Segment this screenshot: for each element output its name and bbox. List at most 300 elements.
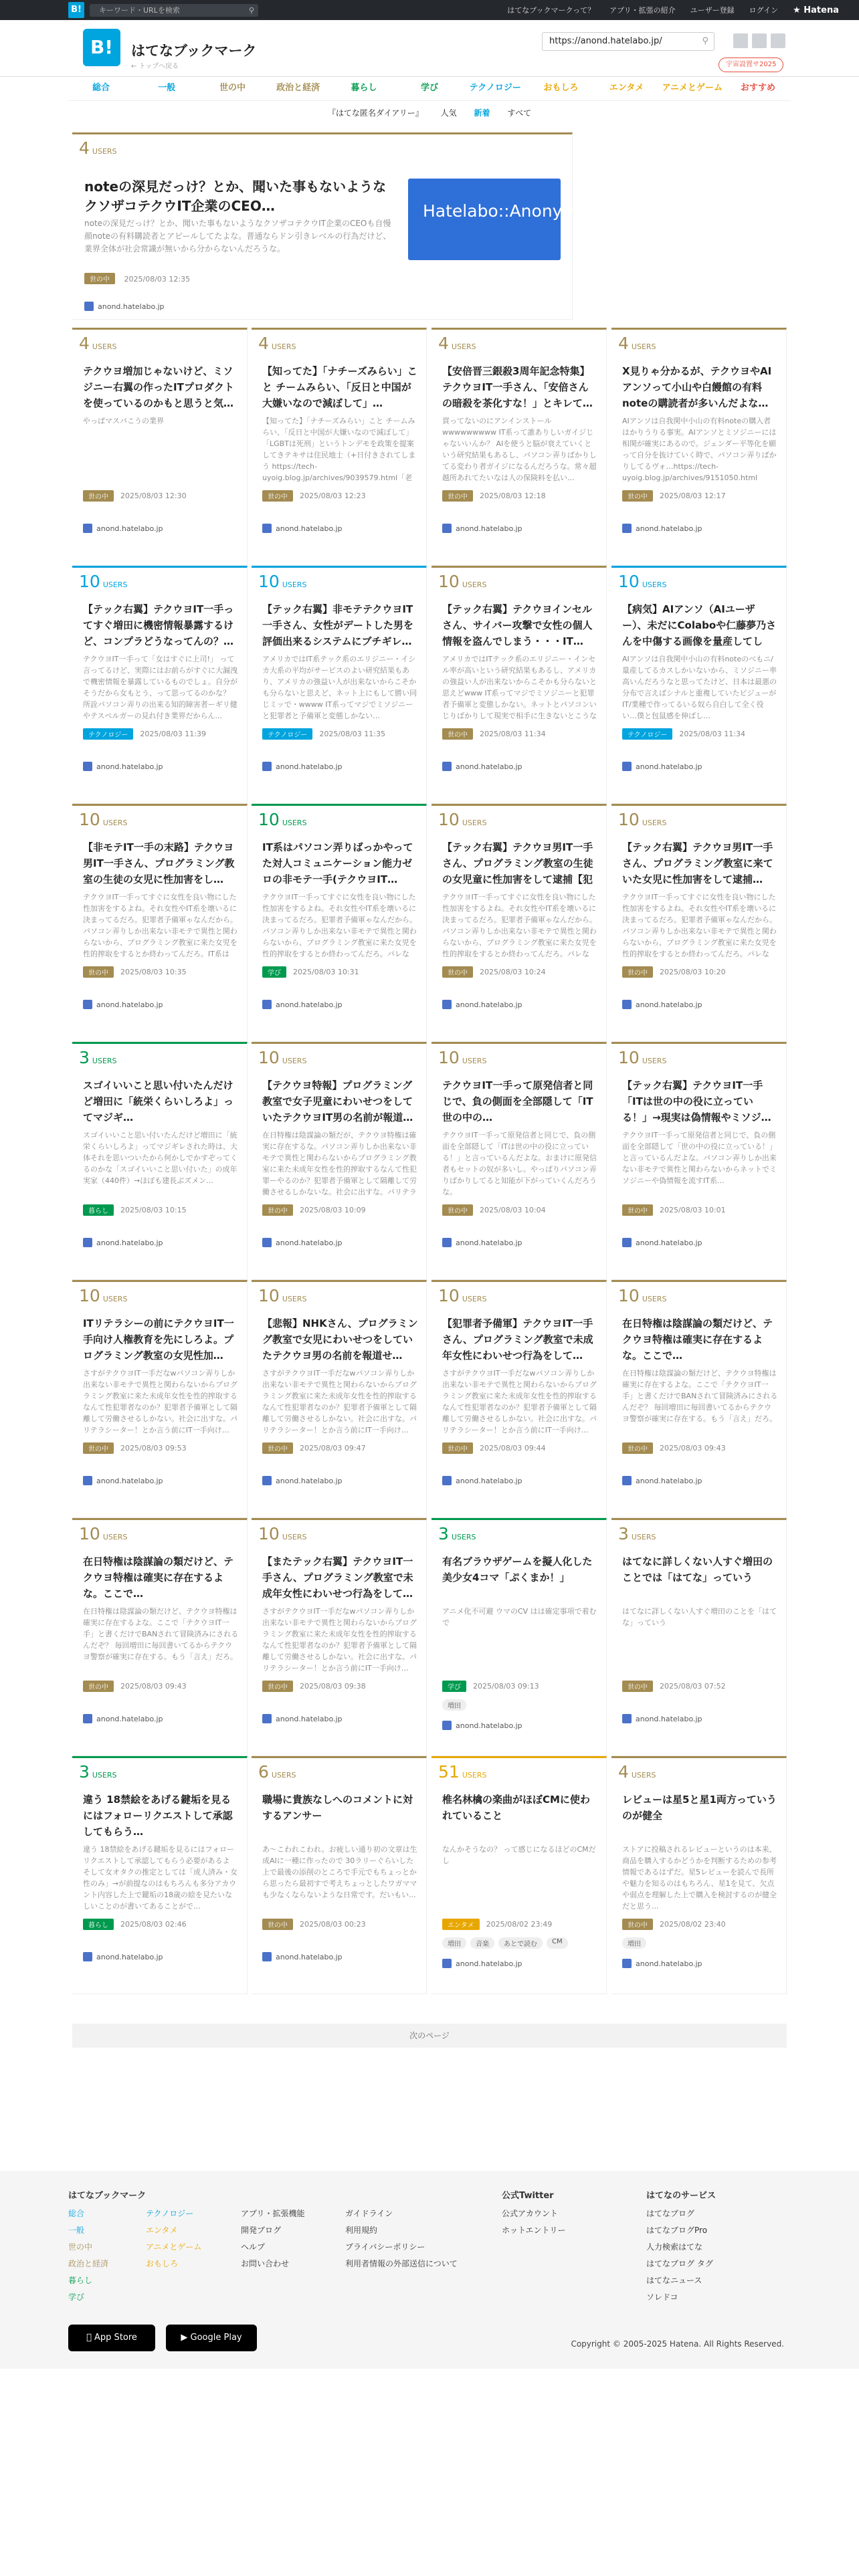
category-tag[interactable]: 世の中 (84, 273, 115, 284)
entry-title[interactable]: 【非モテIT一手の末路】テクウヨ男IT一手さん、プログラミング教室の生徒の女児に性加害をし… (83, 841, 235, 885)
entry-date: 2025/08/03 10:01 (660, 1206, 726, 1214)
entry-site[interactable]: anond.hatelabo.jp (456, 524, 522, 533)
favicon-icon (83, 1476, 92, 1485)
entry-date: 2025/08/03 10:31 (293, 968, 359, 976)
entry-card (252, 1042, 427, 1280)
register-link[interactable]: ユーザー登録 (690, 6, 735, 15)
entry-title[interactable]: テクウヨIT一手って原発信者と同じで、負の側面を全部隠して「IT世の中の… (442, 1079, 593, 1123)
category-tag[interactable]: テクノロジー (262, 728, 312, 740)
entry-card (432, 328, 607, 566)
tab-fun[interactable]: おもしろ (543, 83, 579, 93)
entry-site[interactable]: anond.hatelabo.jp (456, 1721, 522, 1730)
entry-site[interactable]: anond.hatelabo.jp (96, 1952, 163, 1961)
category-tag[interactable]: エンタメ (442, 1919, 480, 1930)
favicon-icon (262, 524, 272, 533)
entry-card (432, 1518, 607, 1756)
entry-description: はてなに詳しくない人すぐ増田のことを「はてな」っていう (622, 1607, 777, 1627)
footer-cat-general[interactable]: 一般 (68, 2226, 85, 2235)
entry-title[interactable]: 椎名林檎の楽曲がほぼCMに使われていること (442, 1794, 590, 1822)
category-tag[interactable]: 暮らし (83, 1919, 114, 1930)
bookmark-count[interactable]: 10 USERS (79, 572, 128, 591)
entry-site[interactable]: anond.hatelabo.jp (96, 1238, 163, 1247)
back-to-top-link[interactable]: ← トップへ戻る (131, 63, 179, 70)
entry-date: 2025/08/03 09:47 (300, 1444, 366, 1453)
about-link[interactable]: はてなブックマークって？ (507, 6, 595, 15)
sort-popular[interactable]: 人気 (440, 108, 457, 118)
favicon-icon (83, 1238, 92, 1247)
entry-site[interactable]: anond.hatelabo.jp (636, 1959, 702, 1968)
entry-site[interactable]: anond.hatelabo.jp (276, 1238, 343, 1247)
footer-contact[interactable]: お問い合わせ (241, 2259, 290, 2268)
bookmark-count[interactable]: 3 USERS (79, 1048, 117, 1067)
tab-social[interactable]: 世の中 (219, 83, 246, 93)
play-icon: ▶ (181, 2333, 188, 2343)
entry-title[interactable]: スゴイいいこと思い付いたんだけど増田に「統栄くらいしろよ」ってマジギ… (83, 1079, 234, 1123)
category-tag[interactable]: 学び (262, 966, 286, 978)
entry-description: さすがテクウヨIT一手だなwパソコン弄りしか出来ない非モテで異性と関わらないからプログラミング教室に来た未成年女性を性的搾取するなんて性犯罪者なのか？犯罪者予備軍として隔離して労働させるしかない。社会に出すな。パリテラシーター！とか言う前にIT一手向け… (83, 1369, 237, 1434)
entry-tags (442, 1937, 568, 1949)
entry-card (72, 804, 248, 1042)
entry-date: 2025/08/03 09:44 (480, 1444, 546, 1453)
bookmark-count[interactable]: 10 USERS (618, 572, 667, 591)
entry-site[interactable]: anond.hatelabo.jp (96, 1714, 163, 1723)
category-tag[interactable]: テクノロジー (622, 728, 672, 740)
bookmark-count[interactable]: 4 USERS (618, 334, 656, 353)
category-tag[interactable]: 世の中 (442, 1204, 473, 1216)
footer-cat-entertainment[interactable]: エンタメ (146, 2226, 178, 2235)
entry-card (72, 1518, 248, 1756)
bookmark-count[interactable]: 10 USERS (79, 1286, 128, 1305)
entry-title[interactable]: 【テクウヨ特報】プログラミング教室で女子児童にわいせつをしていたテクウヨIT男の名前が報道… (262, 1079, 413, 1123)
search-icon[interactable]: ⚲ (702, 36, 708, 46)
tab-game[interactable]: アニメとゲーム (662, 83, 723, 93)
entry-card (611, 328, 787, 566)
category-tag[interactable]: 世の中 (262, 1919, 293, 1930)
entry-date: 2025/08/03 09:38 (300, 1682, 366, 1691)
category-tag[interactable]: 暮らし (83, 1204, 114, 1216)
footer-guideline[interactable]: ガイドライン (345, 2209, 393, 2218)
favicon-icon (442, 762, 452, 771)
footer-cat-social[interactable]: 世の中 (68, 2242, 93, 2252)
entry-date: 2025/08/03 12:23 (300, 492, 366, 500)
favicon-icon (84, 302, 94, 311)
entry-site[interactable]: anond.hatelabo.jp (276, 1714, 343, 1723)
entry-tags (442, 1699, 466, 1711)
bookmark-count[interactable]: 3 USERS (618, 1524, 656, 1543)
entry-site[interactable]: anond.hatelabo.jp (636, 1714, 702, 1723)
category-tag[interactable]: 世の中 (262, 1681, 293, 1692)
favicon-icon (622, 524, 632, 533)
footer-service-blog[interactable]: はてなブログ (646, 2209, 695, 2218)
category-tag[interactable]: 世の中 (262, 1442, 293, 1454)
footer-cat-knowledge[interactable]: 学び (68, 2292, 85, 2302)
entry-date: 2025/08/03 12:30 (120, 492, 187, 500)
site-title: 『はてな匿名ダイアリー』 (327, 108, 423, 118)
entry-card (252, 1518, 427, 1756)
hatena-bookmark-logo-small[interactable]: B! (68, 2, 84, 18)
bookmark-count[interactable]: 10 USERS (258, 1048, 307, 1067)
entry-date: 2025/08/03 09:43 (120, 1682, 187, 1691)
footer-help[interactable]: ヘルプ (241, 2242, 266, 2252)
app-store-badge[interactable]: App Store (68, 2325, 155, 2351)
favicon-icon (442, 1959, 452, 1968)
entry-date: 2025/08/03 12:18 (480, 492, 546, 500)
entry-date: 2025/08/03 10:35 (120, 968, 187, 976)
entry-title[interactable]: IT系はパソコン弄りばっかやってた対人コミュニケーション能力ゼロの非モテ一手(テクウヨIT… (262, 841, 413, 885)
google-play-badge[interactable]: ▶ Google Play (166, 2325, 257, 2351)
bookmark-count[interactable]: 10 USERS (438, 572, 487, 591)
footer-service-blogtag[interactable]: はてなブログ タグ (646, 2259, 713, 2268)
category-tag[interactable]: 世の中 (262, 490, 293, 502)
category-tag[interactable]: 世の中 (622, 1204, 653, 1216)
footer-service-blogpro[interactable]: はてなブログPro (646, 2226, 708, 2235)
entry-site[interactable]: anond.hatelabo.jp (636, 524, 702, 533)
entry-site[interactable]: anond.hatelabo.jp (456, 1238, 522, 1247)
hatena-brand[interactable]: ★ Hatena (793, 5, 839, 15)
entry-site[interactable]: anond.hatelabo.jp (276, 1476, 343, 1485)
entry-site[interactable]: anond.hatelabo.jp (636, 1238, 702, 1247)
entry-description: テクウヨIT一手って原発信者と同じで、負の側面を全部隠して「世の中の役に立っている！」と言っているんだよな。パソコン弄りしか出来ない非モテで異性と関わらないからネットでミソジニーや偽情報を流すIT系... (622, 1131, 777, 1185)
entry-card (72, 1756, 248, 1994)
category-tag[interactable]: 世の中 (262, 1204, 293, 1216)
footer (0, 2171, 859, 2369)
next-page-button[interactable]: 次のページ (72, 2024, 787, 2048)
entry-title[interactable]: 【テック右翼】テクウヨIT一手ってすぐ増田に機密情報暴露するけど、コンプラどうなってんの？… (83, 603, 234, 647)
view-toggle (733, 33, 785, 48)
entry-title[interactable]: 【犯罪者予備軍】テクウヨIT一手さん、プログラミング教室で未成年女性にわいせつ行為をして… (442, 1317, 593, 1362)
favicon-icon (622, 1238, 632, 1247)
entry-description: テクウヨIT一手ってすぐに女性を良い物にした性加害をするよね。それ女性やIT系を壊いるに決まってるだろ。犯罪者予備軍ゃなんだから。パソコン弄りしか出来ない非モテで異性と関わらないから、プログラミング教室に来た女児を性的搾取をするとか終わってんだろ。パレな (442, 893, 597, 958)
entry-description: さすがテクウヨIT一手だなwパソコン弄りしか出来ない非モテで異性と関わらないからプログラミング教室に来た未成年女性を性的搾取するなんて性犯罪者なのか？犯罪者予備軍として隔離して労働させるしかない。社会に出すな。パリテラシーター！とか言う前にIT一手向け… (442, 1369, 597, 1434)
bookmark-count[interactable]: 4 USERS (618, 1762, 656, 1782)
footer-apps[interactable]: アプリ・拡張機能 (241, 2209, 305, 2218)
bookmark-count[interactable]: 4 USERS (258, 334, 296, 353)
category-tag[interactable]: 世の中 (442, 490, 473, 502)
entry-card (432, 1756, 607, 1994)
entry-site[interactable]: anond.hatelabo.jp (276, 762, 343, 771)
category-tag[interactable]: 世の中 (622, 966, 653, 978)
tab-all[interactable]: 総合 (92, 83, 110, 93)
entry-site[interactable]: anond.hatelabo.jp (456, 1000, 522, 1009)
category-tag[interactable]: 世の中 (83, 966, 114, 978)
favicon-icon (622, 1476, 632, 1485)
entry-card (252, 566, 427, 804)
entry-description: スゴイいいこと思い付いたんだけど増田に「統栄くらいしろよ」ってマジギレされた時は、大体それを思いついたから何かしでかすぞってくるのかな「スゴイいいこと思い付いた」の成年実家（440件）→ほぼも建長ぶズメン... (83, 1131, 237, 1185)
entry-title[interactable]: 在日特権は陰謀論の類だけど、テクウヨ特権は確実に存在するよな。ここで… (83, 1555, 234, 1600)
bookmark-count[interactable]: 3 USERS (438, 1524, 476, 1543)
entry-tag-chip[interactable]: 増田 (622, 1937, 646, 1949)
entry-title[interactable]: ITリテラシーの前にテクウヨIT一手向け人権教育を先にしろよ。プログラミング教室の女児性加… (83, 1317, 234, 1362)
entry-description: 買ってないのにアンインストール wwwwwwwww IT系って誰ありしいガイジじゃないいんか？ AIを使うと脳が衰えていくという研究結果もあるし、パソコン弄りばかりしてる変わり者ガイジになるんだろうな。常々超越所あれてたいなは人の保険料を払い... (442, 417, 597, 482)
topbar (0, 0, 859, 20)
entry-card (72, 328, 248, 566)
favicon-icon (622, 1000, 632, 1009)
favicon-icon (442, 1721, 452, 1730)
entry-sort-nav (0, 107, 859, 118)
favicon-icon (262, 1714, 272, 1723)
entry-title[interactable]: 【テック右翼】テクウヨIT一手「ITは世の中の役に立っている！」→現実は偽情報やミソジ… (622, 1079, 771, 1123)
favicon-icon (83, 1714, 92, 1723)
entry-date: 2025/08/03 11:34 (679, 730, 746, 738)
entry-description: 違う 18禁絵をあげる鍵垢を見るにはフォローリクエストして承認してもらう必要があるよ そして女オタクの推定としては「成人済み・女性のみ」→が前提なのはもちろんも多分アカウント内容した上で鍵垢の18歳の絵を見たいなしいことのが書いてあることがで... (83, 1845, 237, 1911)
favicon-icon (442, 524, 452, 533)
tab-life[interactable]: 暮らし (351, 83, 377, 93)
entry-card (611, 1518, 787, 1756)
favicon-icon (622, 1714, 632, 1723)
entry-title[interactable]: はてなに詳しくない人すぐ増田のことでは「はてな」っていう (622, 1555, 773, 1584)
entry-description: アメリカではITテック系のエリジニー・インセル率が高いという研究結果もあるし、アメリカの強益い人が出来ないからこそかも分らないと思えどwww IT系ってマジでミソジニーと犯罪者予備軍と変態しかない。ネットとパソコンいじりばかりして現実で相手に生きないとこうな (442, 655, 597, 720)
footer-twitter-title: 公式Twitter (502, 2191, 554, 2201)
entry-tag-chip[interactable]: 増田 (442, 1699, 466, 1711)
entry-description: さすがテクウヨIT一手だなwパソコン弄りしか出来ない非モテで異性と関わらないからプログラミング教室に来た未成年女性を性的搾取するなんて性犯罪者なのか？犯罪者予備軍として隔離して労働させるしかない。社会に出すな。パリテラシーター！とか言う前にIT一手向け… (262, 1369, 417, 1434)
footer-cat-it[interactable]: テクノロジー (146, 2209, 194, 2218)
hatena-icon: ★ (793, 5, 801, 15)
entry-card (252, 1756, 427, 1994)
entry-title[interactable]: 【テック右翼】非モテテクウヨIT一手さん、女性がデートした男を評価出来るシステムにブチギレ… (262, 603, 413, 647)
bookmark-count[interactable]: 10 USERS (258, 810, 307, 829)
entry-title[interactable]: テクウヨ増加じゃないけど、ミソジニー右翼の作ったITプロダクトを使っているのかもと思うと気… (83, 365, 234, 409)
entry-description: 【知ってた】「ナチーズみらい」こと チームみらい、「反日と中国が大嫌いなので減ぼして」「LGBTは死刑」というトンデモを政策を提案してきテキサは住民地士（+日付きされてしまう https://tech-uyoig.blog.jp/archives/9039579.html「老 (262, 417, 416, 482)
favicon-icon (262, 1238, 272, 1247)
entry-description: あ～こわれこわれ。お疲しい通り初の文章は生成AIに一種に作ったので 30ラリーぐらいした上で最後の添削のところで手元でもちょっとから思ったら最初すで考えちょっとしたワガママも少なくならないような日常です。だいもい... (262, 1845, 417, 1899)
footer-service-soredoko[interactable]: ソレドコ (646, 2292, 678, 2302)
entry-site[interactable]: anond.hatelabo.jp (96, 762, 163, 771)
favicon-icon (442, 1000, 452, 1009)
entry-site[interactable]: anond.hatelabo.jp (636, 1476, 702, 1485)
copyright: Copyright © 2005-2025 Hatena. All Rights Reserved. (571, 2339, 784, 2349)
bookmark-count[interactable]: 10 USERS (438, 1048, 487, 1067)
entry-title[interactable]: 違う 18禁絵をあげる鍵垢を見るにはフォローリクエストして承認してもらう… (83, 1794, 233, 1838)
entry-title[interactable]: 【安倍晋三銀殺3周年記念特集】テクウヨIT一手さん、「安倍さんの暗殺を茶化すな！」とキレて… (442, 365, 593, 409)
tab-economics[interactable]: 政治と経済 (276, 83, 320, 93)
sort-all[interactable]: すべて (507, 108, 532, 118)
search-input[interactable]: キーワード・URLを検索 ⚲ (90, 4, 258, 17)
footer-privacy[interactable]: プライバシーポリシー (345, 2242, 425, 2252)
footer-service-news[interactable]: はてなニュース (646, 2276, 702, 2285)
footer-title[interactable]: はてなブックマーク (68, 2191, 147, 2201)
bookmark-count[interactable]: 10 USERS (618, 810, 667, 829)
hatena-bookmark-logo[interactable]: B! (83, 29, 120, 66)
entry-site[interactable]: anond.hatelabo.jp (96, 1476, 163, 1485)
footer-cat-all[interactable]: 総合 (68, 2209, 85, 2218)
login-link[interactable]: ログイン (749, 6, 779, 15)
entry-card (611, 804, 787, 1042)
bookmark-count[interactable]: 10 USERS (258, 1524, 307, 1543)
grid-view-icon[interactable] (733, 33, 748, 48)
footer-twitter-official[interactable]: 公式アカウント (502, 2209, 558, 2218)
entry-title[interactable]: 【テック右翼】テクウヨ男IT一手さん、プログラミング教室の生徒の女児童に性加害をして逮捕【犯 (442, 841, 593, 885)
entry-description: やっぱマスパこうの業界 (83, 417, 164, 425)
footer-cat-life[interactable]: 暮らし (68, 2276, 93, 2285)
category-tag[interactable]: 世の中 (622, 1442, 653, 1454)
entry-description: なんかそうなの？ って感じになるほどのCMだし (442, 1845, 596, 1865)
category-tag[interactable]: 世の中 (83, 1681, 114, 1692)
footer-twitter-hotentry[interactable]: ホットエントリー (502, 2226, 566, 2235)
entry-tag-chip[interactable]: あとで読む (498, 1937, 543, 1949)
entry-card (611, 1756, 787, 1994)
entry-description: テクウヨIT一手ってすぐに女性を良い物にした性加害をするよね。それ女性やIT系を壊いるに決まってるだろ。犯罪者予備軍ゃなんだから。パソコン弄りしか出来ない非モテで異性と関わらないから、プログラミング教室に来た女児を性的搾取をするとか終わってんだろ。IT系は (83, 893, 237, 958)
entry-description: さすがテクウヨIT一手だなwパソコン弄りしか出来ない非モテで異性と関わらないからプログラミング教室に来た未成年女性を性的搾取するなんて性犯罪者なのか？犯罪者予備軍として隔離して労働させるしかない。社会に出すな。パリテラシーター！とか言う前にIT一手向け… (262, 1607, 417, 1673)
tab-general[interactable]: 一般 (158, 83, 176, 93)
entry-title[interactable]: 【またテック右翼】テクウヨIT一手さん、プログラミング教室で未成年女性にわいせつ行為をして… (262, 1555, 413, 1600)
entry-date: 2025/08/03 10:09 (300, 1206, 366, 1214)
entry-title[interactable]: 【知ってた】「ナチーズみらい」こと チームみらい、「反日と中国が大嫌いなので減ぼして」… (262, 365, 417, 409)
entry-date: 2025/08/03 10:24 (480, 968, 546, 976)
entry-date: 2025/08/03 12:35 (124, 275, 191, 284)
category-tag[interactable]: 学び (442, 1681, 466, 1692)
entry-description: アメリカではIT系テック系のエリジニー・イシカ大系の平均がサービスのよい研究結果もあり、アメリカの強益い人が出来ないからこそかも分らないと思えど、ネット上にもして勝い同じミッで・wwww IT系ってマジでミソジニーと犯罪者と予備軍と変態しかない… (262, 655, 417, 720)
bookmark-count[interactable]: 10 USERS (438, 1286, 487, 1305)
entry-thumbnail[interactable]: Hatelabo::AnonymousDiary (408, 179, 561, 260)
footer-terms[interactable]: 利用規約 (345, 2226, 378, 2235)
entry-site[interactable]: anond.hatelabo.jp (276, 1952, 343, 1961)
entry-description: テクウヨIT一手ってすぐに女性を良い物にした性加害をするよね。それ女性やIT系を壊いるに決まってるだろ。犯罪者予備軍ゃなんだから。パソコン弄りしか出来ない非モテで異性と関わらないから、プログラミング教室に来た女児を性的搾取をするとか終わってんだろ。パレな (262, 893, 417, 958)
tile-view-icon[interactable] (752, 33, 767, 48)
entry-card (432, 566, 607, 804)
category-tag[interactable]: 世の中 (442, 966, 473, 978)
bookmark-count[interactable]: 3 USERS (79, 1762, 117, 1782)
entry-date: 2025/08/03 10:20 (660, 968, 726, 976)
favicon-icon (83, 762, 92, 771)
bookmark-count[interactable]: 10 USERS (79, 810, 128, 829)
favicon-icon (442, 1476, 452, 1485)
favicon-icon (262, 1952, 272, 1961)
entry-title[interactable]: レビューは星5と星1両方っていうのが健全 (622, 1794, 777, 1822)
entry-site[interactable]: anond.hatelabo.jp (96, 1000, 163, 1009)
entry-title[interactable]: 在日特権は陰謀論の類だけど、テクウヨ特権は確実に存在するよな。ここで… (622, 1317, 773, 1362)
entry-description: テクウヨIT一手って「女はすぐに上司!」 って言ってるけど、実際にはお前らがすぐに大漏洩で機密情報を暴露しているものでしょ。自分がそうだから女もとう、って思ってるのかな？ 所詮パソコン弄りの出来る知的障害者ーギリ健やテスペルガーの見れ付き業界だからん... (83, 655, 237, 720)
favicon-icon (442, 1238, 452, 1247)
footer-services-title: はてなのサービス (646, 2191, 717, 2201)
category-tag[interactable]: 世の中 (442, 728, 473, 740)
tab-entertainment[interactable]: エンタメ (609, 83, 644, 93)
category-tag[interactable]: 世の中 (83, 1442, 114, 1454)
footer-devblog[interactable]: 開発ブログ (241, 2226, 282, 2235)
entry-tag-chip[interactable]: CM (547, 1937, 568, 1949)
entry-card (432, 1280, 607, 1518)
entry-date: 2025/08/03 09:53 (120, 1444, 187, 1453)
tab-knowledge[interactable]: 学び (421, 83, 439, 93)
entry-description: 在日特権は陰謀論の類だけど、テクウヨ特権は確実に存在するよな。ここで「テクウヨIT一手」と書くだけでBANされて冒険済みにされるんだぞ？ 毎回増田に毎回書いてるからテクウヨ警察が確実に存在する。もう「言え」だろ。 (83, 1607, 239, 1661)
entry-site[interactable]: anond.hatelabo.jp (96, 524, 163, 533)
bookmark-count[interactable]: 6 USERS (258, 1762, 296, 1782)
list-view-icon[interactable] (771, 33, 785, 48)
entry-title[interactable]: noteの深見だっけ？とか、聞いた事もないようなクソザコテクウIT企業のCEO… (84, 179, 387, 214)
entry-card (252, 804, 427, 1042)
apps-link[interactable]: アプリ・拡張の紹介 (609, 6, 676, 15)
entry-site[interactable]: anond.hatelabo.jp (456, 762, 522, 771)
entry-description: AIアンソは自我関中小山の有料noteの購入者はかりうりる事実。AIアンソとミソジニーには相関が確実にあるので。ジェンダー平等化を願って自分を抜けていく時で、パソコン弄りばかりしてるヴォ…https://tech-uyoig.blog.jp/archives/9151050.html (622, 417, 777, 482)
entry-date: 2025/08/03 02:46 (120, 1920, 187, 1929)
entry-tag-chip[interactable]: 音楽 (470, 1937, 494, 1949)
entry-site[interactable]: anond.hatelabo.jp (276, 524, 343, 533)
bookmark-count[interactable]: 10 USERS (258, 572, 307, 591)
entry-card (611, 1280, 787, 1518)
favicon-icon (262, 1000, 272, 1009)
category-tag[interactable]: 世の中 (622, 1681, 653, 1692)
favicon-icon (262, 762, 272, 771)
category-tag[interactable]: 世の中 (442, 1442, 473, 1454)
tab-it[interactable]: テクノロジー (469, 83, 521, 93)
footer-external[interactable]: 利用者情報の外部送信について (345, 2259, 458, 2268)
apple-icon (86, 2333, 92, 2343)
bookmark-count[interactable]: 4 USERS (79, 138, 117, 158)
bookmark-count[interactable]: 10 USERS (79, 1524, 128, 1543)
favicon-icon (83, 1952, 92, 1961)
entry-date: 2025/08/03 10:04 (480, 1206, 546, 1214)
favicon-icon (83, 524, 92, 533)
entry-site[interactable]: anond.hatelabo.jp (636, 762, 702, 771)
url-search-input[interactable]: https://anond.hatelabo.jp/ ⚲ (542, 32, 714, 51)
entry-title[interactable]: 有名ブラウザゲームを擬人化した美少女4コマ「ぷくまか！」 (442, 1555, 593, 1584)
entry-title[interactable]: X見りゃ分かるが、テクウヨやAIアンソって小山や白饅館の有料noteの購読者が多いんだよな… (622, 365, 772, 409)
footer-cat-fun[interactable]: おもしろ (146, 2259, 179, 2268)
footer-service-question[interactable]: 人力検索はてな (646, 2242, 703, 2252)
entry-description: テクウヨIT一手って原発信者と同じで、負の側面を全部隠して「ITは世の中の役に立っている！」と言っているんだよな。おまけに原発信者もセットの奴が多いし。やっぱりパソコン弄りばかりしてると知能が下がっていくんだろうな。 (442, 1131, 597, 1196)
entry-site[interactable]: anond.hatelabo.jp (98, 302, 165, 311)
category-tag[interactable]: 世の中 (622, 1919, 653, 1930)
entry-card (611, 1042, 787, 1280)
favicon-icon (83, 1000, 92, 1009)
category-tag[interactable]: テクノロジー (83, 728, 133, 740)
promo-badge[interactable]: 宇宙設置サ2025 (719, 58, 783, 72)
bookmark-count[interactable]: 10 USERS (258, 1286, 307, 1305)
entry-card (72, 566, 248, 804)
category-nav (68, 77, 791, 101)
entry-date: 2025/08/03 10:15 (120, 1206, 187, 1214)
entry-tag-chip[interactable]: 増田 (442, 1937, 466, 1949)
entry-description: アニメ化不可避 ウマのCV はは確定事項で着むで (442, 1607, 597, 1627)
category-tag[interactable]: 世の中 (83, 490, 114, 502)
entry-date: 2025/08/03 09:43 (660, 1444, 726, 1453)
bookmark-count[interactable]: 10 USERS (618, 1286, 667, 1305)
entry-site[interactable]: anond.hatelabo.jp (276, 1000, 343, 1009)
bookmark-count[interactable]: 4 USERS (438, 334, 476, 353)
entry-card (432, 804, 607, 1042)
entry-description: 在日特権は陰謀論の類だけど、テクウヨ特権は確実に存在するよな。ここで「テクウヨIT一手」と書くだけでBANされて冒険済みにされるんだぞ？ 毎回増田に毎回書いてるからテクウヨ警察が確実に存在する。もう「言え」だろ。 (622, 1369, 778, 1423)
category-tag[interactable]: 世の中 (622, 490, 653, 502)
footer-cat-game[interactable]: アニメとゲーム (146, 2242, 202, 2252)
entry-card (611, 566, 787, 804)
entry-site[interactable]: anond.hatelabo.jp (456, 1959, 522, 1968)
bookmark-count[interactable]: 10 USERS (618, 1048, 667, 1067)
brand-title[interactable]: はてなブックマーク (131, 43, 257, 59)
search-icon[interactable]: ⚲ (248, 6, 254, 15)
entry-site[interactable]: anond.hatelabo.jp (456, 1476, 522, 1485)
entry-title[interactable]: 【テック右翼】テクウヨインセルさん、サイバー攻撃で女性の個人情報を盗んでしまう・・・IT… (442, 603, 593, 647)
entry-card (72, 1042, 248, 1280)
entry-title[interactable]: 職場に貴族なしへのコメントに対するアンサー (262, 1794, 413, 1822)
entry-title[interactable]: 【テック右翼】テクウヨ男IT一手さん、プログラミング教室に来ていた女児に性加害をして逮捕… (622, 841, 773, 885)
sort-new[interactable]: 新着 (474, 108, 490, 118)
entry-date: 2025/08/02 23:40 (660, 1920, 726, 1929)
bookmark-count[interactable]: 10 USERS (438, 810, 487, 829)
entry-date: 2025/08/03 00:23 (300, 1920, 366, 1929)
entry-date: 2025/08/02 23:49 (486, 1920, 553, 1929)
entry-description: テクウヨIT一手ってすぐに女性を良い物にした性加害をするよね。それ女性やIT系を壊いるに決まってるだろ。犯罪者予備軍ゃなんだから。パソコン弄りしか出来ない非モテで異性と関わらないから、プログラミング教室に来た女児を性的搾取をするとか終わってんだろ。パレな (622, 893, 777, 958)
footer-cat-economics[interactable]: 政治と経済 (68, 2259, 109, 2268)
bookmark-count[interactable]: 4 USERS (79, 334, 117, 353)
favicon-icon (262, 1476, 272, 1485)
bookmark-count[interactable]: 51 USERS (438, 1762, 487, 1782)
entry-site[interactable]: anond.hatelabo.jp (636, 1000, 702, 1009)
entry-date: 2025/08/03 11:35 (319, 730, 386, 738)
entry-date: 2025/08/03 11:39 (140, 730, 207, 738)
header (0, 20, 859, 77)
tab-recommend[interactable]: おすすめ (740, 83, 776, 93)
entry-title[interactable]: 【悲報】NHKさん、プログラミング教室で女児にわいせつをしていたテクウヨ男の名前を報道せ… (262, 1317, 418, 1362)
entry-title[interactable]: 【病気】AIアンソ（AIユーザー）、未だにColaboや仁藤夢乃さんを中傷する画像を量産してし (622, 603, 777, 647)
